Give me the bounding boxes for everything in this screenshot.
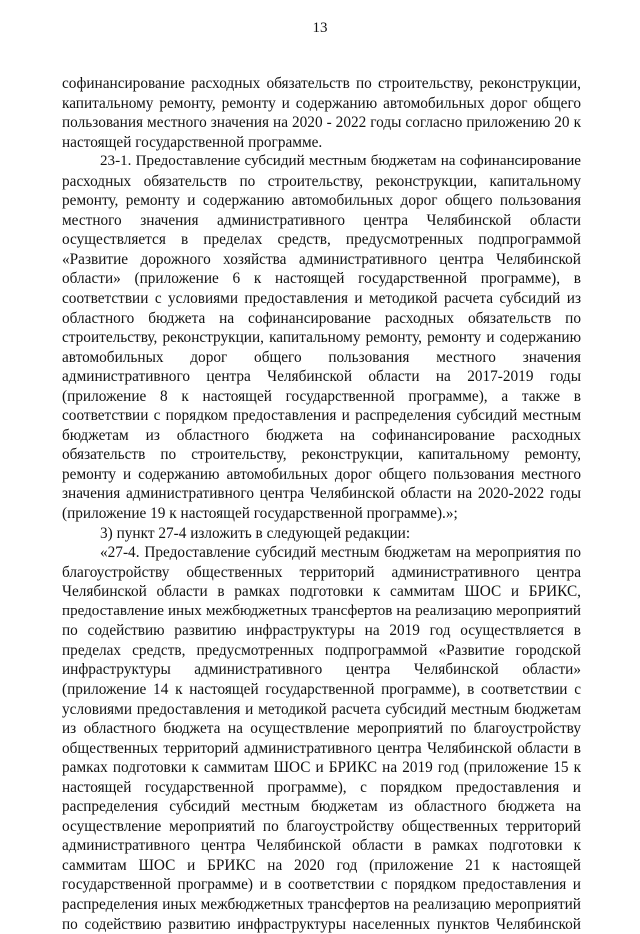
text-line: соответствии с порядком предоставления и распределения субсидий местным (62, 407, 581, 425)
text-line: (приложение 19 к настоящей государственной программе).»; (62, 505, 458, 523)
text-line: осуществляется в пределах средств, предусмотренных подпрограммой (62, 231, 581, 249)
text-line: осуществление мероприятий по благоустройству общественных территорий (62, 817, 581, 835)
text-line: благоустройству общественных территорий административного центра (62, 563, 581, 581)
text-line: саммитам ШОС и БРИКС на 2020 год (приложение 21 к настоящей (62, 856, 581, 874)
text-line: (приложение 8 к настоящей государственной программе), а также в (62, 387, 581, 405)
text-line: административного центра Челябинской области на 2017-2019 годы (62, 368, 581, 386)
text-line: 3) пункт 27-4 изложить в следующей редакции: (100, 524, 411, 542)
text-line: ремонту и содержанию автомобильных дорог общего пользования местного (62, 465, 581, 483)
text-line: государственной программе) и в соответствии с порядком предоставления и (62, 876, 581, 894)
text-line: значения административного центра Челябинской области на 2020-2022 годы (62, 485, 581, 503)
text-line: Челябинской области в рамках подготовки к саммитам ШОС и БРИКС, (62, 583, 581, 601)
text-line: по содействию развитию инфраструктуры на 2019 год осуществляется в (62, 622, 581, 640)
text-line: общественных территорий административного центра Челябинской области в (62, 739, 581, 757)
text-line: условиями предоставления и методикой расчета субсидий местным бюджетам (62, 700, 581, 718)
text-line: областного бюджета на софинансирование расходных обязательств по (62, 309, 581, 327)
text-line: расходных обязательств по строительству, реконструкции, капитальному (62, 172, 581, 190)
document-body (62, 74, 581, 934)
text-line: софинансирование расходных обязательств по строительству, реконструкции, (62, 75, 581, 92)
text-line: капитальному ремонту, ремонту и содержанию автомобильных дорог общего (62, 94, 581, 112)
page-number: 13 (312, 20, 328, 36)
text-line: инфраструктуры административного центра Челябинской области» (62, 661, 581, 679)
text-line: административного центра Челябинской области в рамках подготовки к (62, 837, 581, 855)
text-line: «Развитие дорожного хозяйства административного центра Челябинской (62, 250, 581, 268)
text-line: ремонту, ремонту и содержанию автомобильных дорог общего пользования (62, 192, 581, 210)
text-line: настоящей государственной программе), с порядком предоставления и (62, 778, 581, 796)
text-line: по содействию развитию инфраструктуры населенных пунктов Челябинской (62, 915, 581, 933)
text-line: из областного бюджета на осуществление мероприятий по благоустройству (62, 720, 581, 738)
text-line: автомобильных дорог общего пользования местного значения (62, 348, 581, 366)
text-line: предоставление иных межбюджетных трансфертов на реализацию мероприятий (62, 602, 581, 619)
text-line: 23-1. Предоставление субсидий местным бюджетам на софинансирование (100, 153, 581, 170)
text-line: области» (приложение 6 к настоящей государственной программе), в (62, 270, 581, 288)
text-line: соответствии с условиями предоставления и методикой расчета субсидий из (62, 290, 581, 308)
text-line: рамках подготовки к саммитам ШОС и БРИКС на 2019 год (приложение 15 к (62, 759, 581, 777)
text-line: строительству, реконструкции, капитальному ремонту, ремонту и содержанию (62, 329, 581, 347)
text-line: распределения субсидий местным бюджетам из областного бюджета на (62, 798, 581, 816)
text-line: «27-4. Предоставление субсидий местным бюджетам на мероприятия по (100, 544, 581, 562)
text-line: пределах средств, предусмотренных подпрограммой «Развитие городской (62, 641, 581, 659)
text-line: местного значения административного центра Челябинской области (62, 211, 581, 229)
text-line: бюджетам из областного бюджета на софинансирование расходных (62, 426, 581, 444)
text-line: пользования местного значения на 2020 - 2022 годы согласно приложению 20 к (62, 114, 581, 132)
text-line: (приложение 14 к настоящей государственной программе), в соответствии с (62, 680, 581, 698)
text-line: настоящей государственной программе. (62, 133, 323, 151)
text-line: распределения иных межбюджетных трансфертов на реализацию мероприятий (62, 895, 581, 913)
text-line: обязательств по строительству, реконструкции, капитальному ремонту, (62, 446, 581, 464)
